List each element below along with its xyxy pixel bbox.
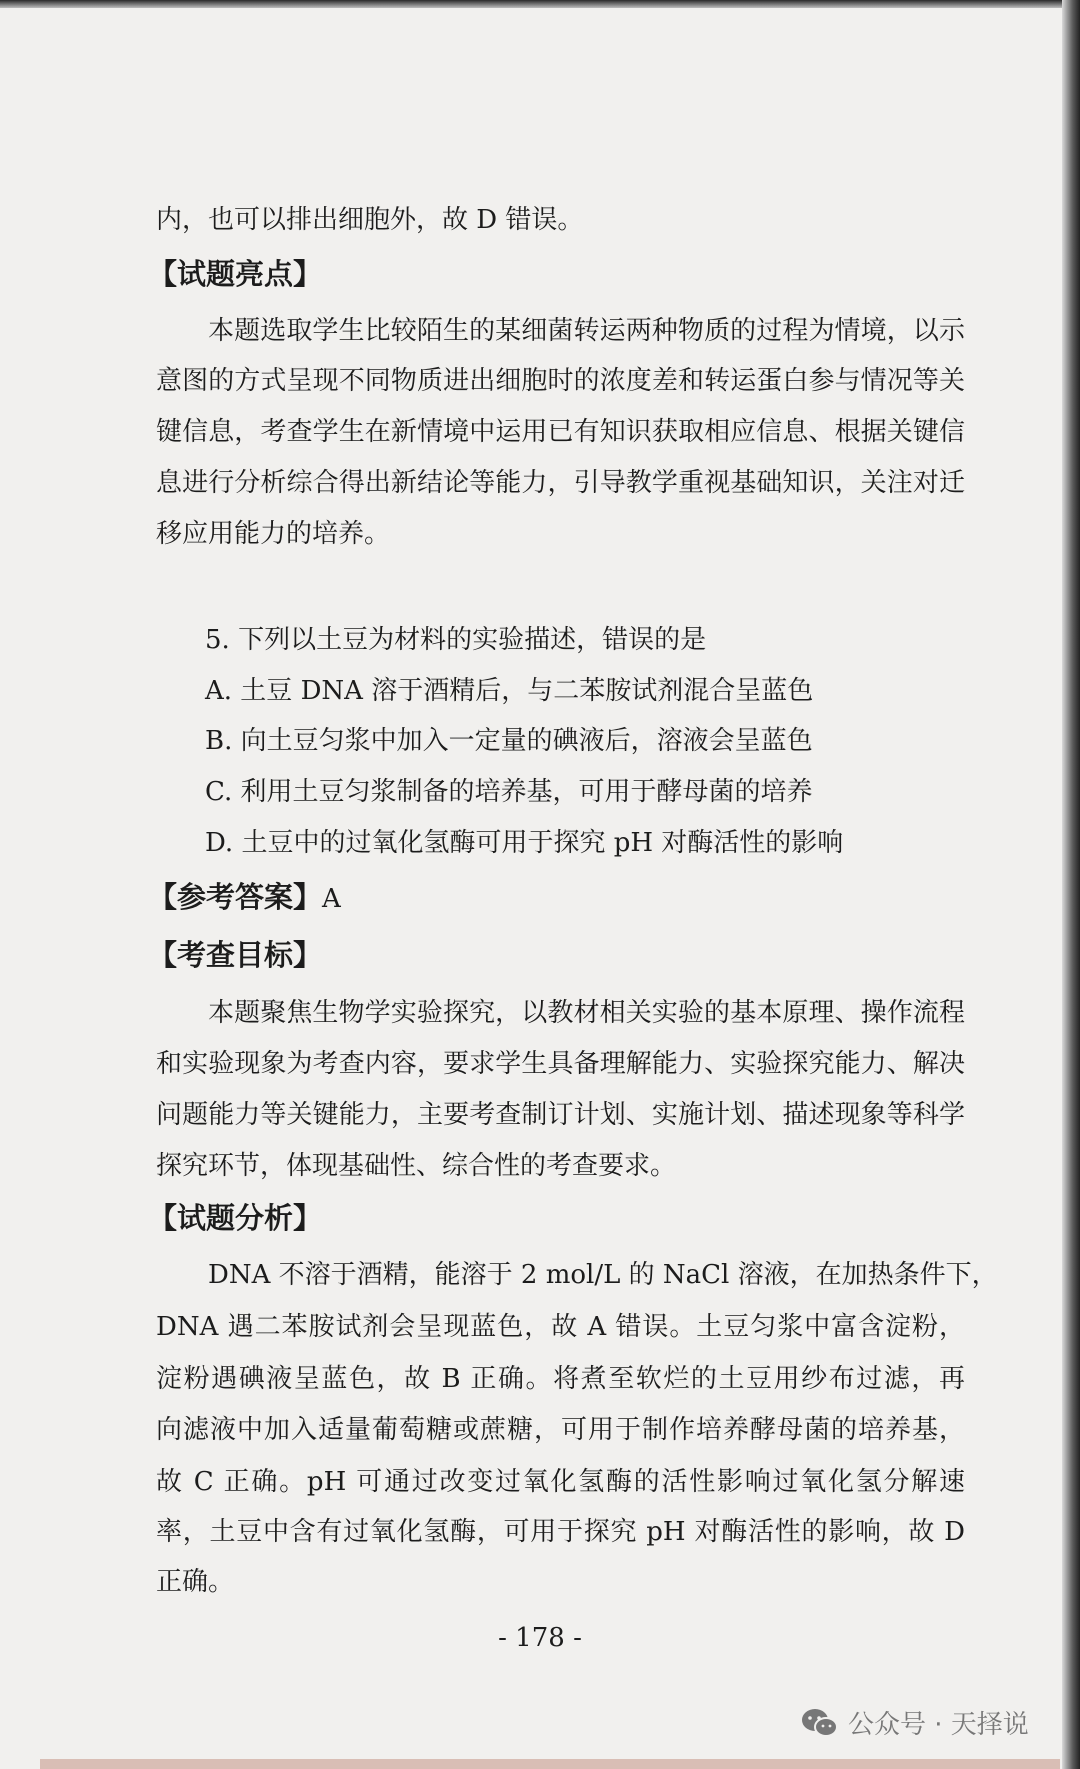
analysis-line: 向滤液中加入适量葡萄糖或蔗糖，可用于制作培养酵母菌的培养基， (156, 1415, 965, 1445)
objective-line: 和实验现象为考查内容，要求学生具备理解能力、实验探究能力、解决 (156, 1049, 965, 1079)
analysis-heading: 【试题分析】 (148, 1201, 323, 1235)
highlight-line: 意图的方式呈现不同物质进出细胞时的浓度差和转运蛋白参与情况等关 (156, 366, 965, 396)
answer-heading: 【参考答案】 (148, 880, 323, 914)
watermark (800, 1704, 1029, 1741)
highlight-line: 移应用能力的培养。 (156, 519, 391, 549)
analysis-line: DNA 遇二苯胺试剂会呈现蓝色，故 A 错误。土豆匀浆中富含淀粉， (156, 1312, 965, 1342)
objective-line: 本题聚焦生物学实验探究，以教材相关实验的基本原理、操作流程 (208, 998, 965, 1028)
highlight-line: 息进行分析综合得出新结论等能力，引导教学重视基础知识，关注对迁 (156, 468, 965, 498)
answer-row (148, 880, 957, 916)
question-option-a: A. 土豆 DNA 溶于酒精后，与二苯胺试剂混合呈蓝色 (205, 676, 814, 706)
analysis-line: 正确。 (156, 1567, 235, 1597)
objective-heading: 【考查目标】 (148, 938, 323, 972)
highlight-line: 键信息，考查学生在新情境中运用已有知识获取相应信息、根据关键信 (156, 417, 965, 447)
answer-value: A (322, 884, 341, 914)
objective-line: 问题能力等关键能力，主要考查制订计划、实施计划、描述现象等科学 (156, 1100, 965, 1130)
question-option-b: B. 向土豆匀浆中加入一定量的碘液后，溶液会呈蓝色 (205, 726, 813, 756)
page-right-edge (1062, 0, 1080, 1769)
objective-line: 探究环节，体现基础性、综合性的考查要求。 (156, 1151, 677, 1181)
page-top-edge (0, 0, 1080, 8)
page-bottom-edge (40, 1759, 1060, 1769)
question-option-d: D. 土豆中的过氧化氢酶可用于探究 pH 对酶活性的影响 (205, 828, 844, 858)
page-number: - 178 - (498, 1623, 582, 1653)
question-stem: 5. 下列以土豆为材料的实验描述，错误的是 (205, 625, 707, 655)
wechat-icon (800, 1707, 840, 1739)
watermark-text: 公众号 · 天择说 (848, 1710, 1029, 1740)
analysis-line: 故 C 正确。pH 可通过改变过氧化氢酶的活性影响过氧化氢分解速 (156, 1467, 965, 1497)
previous-paragraph-tail: 内，也可以排出细胞外，故 D 错误。 (156, 205, 584, 235)
analysis-line: DNA 不溶于酒精，能溶于 2 mol/L 的 NaCl 溶液，在加热条件下， (208, 1260, 998, 1290)
analysis-line: 淀粉遇碘液呈蓝色，故 B 正确。将煮至软烂的土豆用纱布过滤，再 (156, 1364, 965, 1394)
highlight-heading: 【试题亮点】 (148, 257, 323, 291)
question-option-c: C. 利用土豆匀浆制备的培养基，可用于酵母菌的培养 (205, 777, 813, 807)
highlight-line: 本题选取学生比较陌生的某细菌转运两种物质的过程为情境，以示 (208, 316, 965, 346)
analysis-line: 率，土豆中含有过氧化氢酶，可用于探究 pH 对酶活性的影响，故 D (156, 1517, 965, 1547)
